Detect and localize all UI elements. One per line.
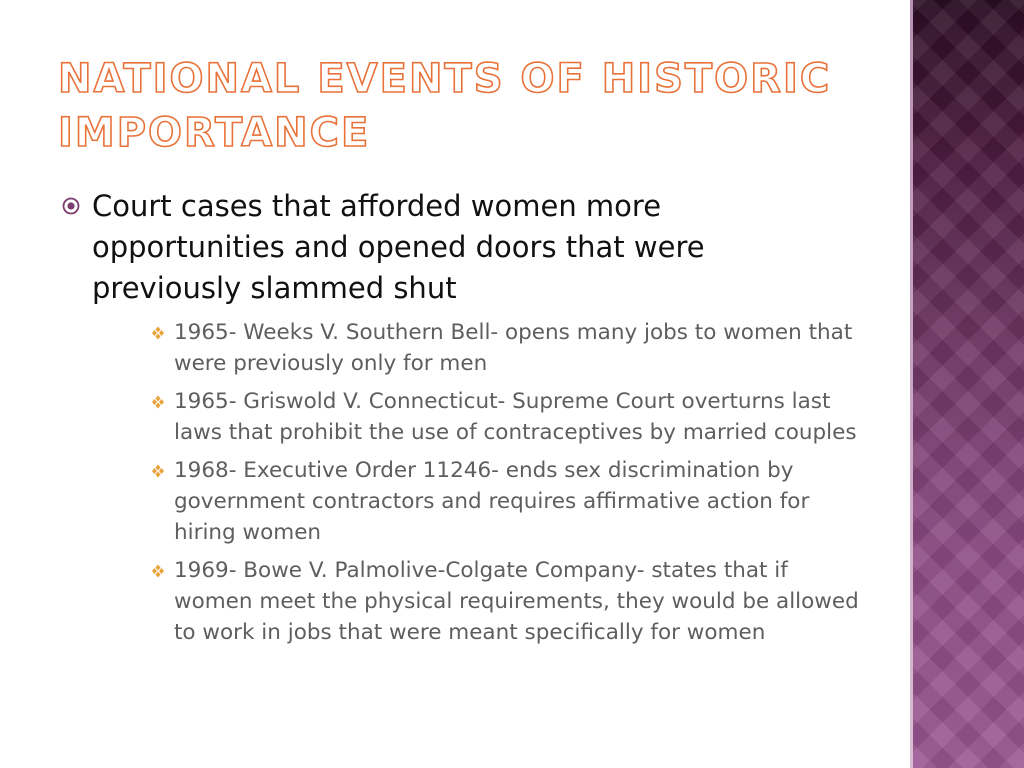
side-band-edge (910, 0, 913, 768)
slide-title: NATIONAL EVENTS OF HISTORIC IMPORTANCE (58, 56, 832, 156)
sub-bullet-item (148, 455, 862, 548)
sub-bullet-text: 1968- Executive Order 11246- ends sex discrimination by government contractors and requires affirmative action for hiring women (174, 458, 810, 545)
sub-bullet-text: 1965- Weeks V. Southern Bell- opens many jobs to women that were previously only for men (174, 320, 853, 376)
sub-bullet-item (148, 555, 862, 648)
slide-body (62, 186, 862, 655)
diamond-cluster-icon (151, 395, 165, 409)
sub-bullet-text: 1965- Griswold V. Connecticut- Supreme Court overturns last laws that prohibit the use of contraceptives by married couples (174, 389, 857, 445)
main-bullet-item (62, 186, 862, 309)
main-bullet-text: Court cases that afforded women more opportunities and opened doors that were previously slammed shut (92, 189, 705, 305)
diamond-cluster-icon (151, 326, 165, 340)
sub-bullet-item (148, 386, 862, 448)
sub-bullet-list (62, 317, 862, 648)
decorative-side-band (912, 0, 1024, 768)
diamond-cluster-icon (151, 564, 165, 578)
sub-bullet-item (148, 317, 862, 379)
sub-bullet-text: 1969- Bowe V. Palmolive-Colgate Company- states that if women meet the physical requirements, they would be allowed to work in jobs that were meant specifically for women (174, 558, 859, 645)
diamond-cluster-icon (151, 464, 165, 478)
circle-dot-icon (62, 197, 80, 215)
